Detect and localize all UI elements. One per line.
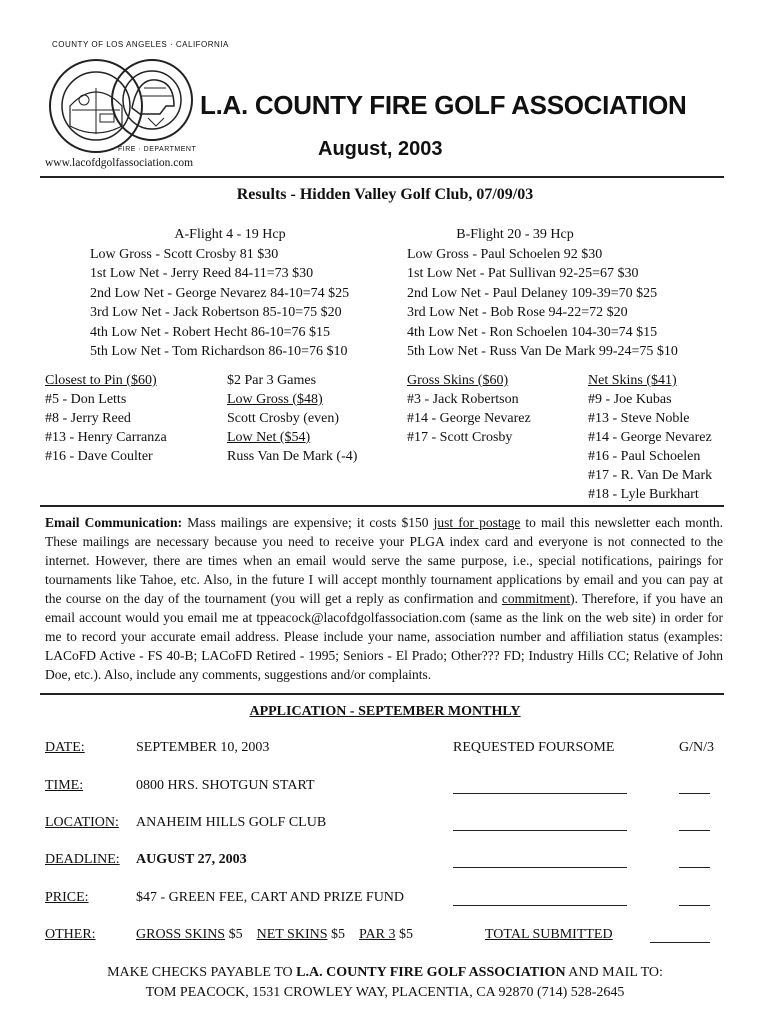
seal-lettering: COUNTY OF LOS ANGELES · CALIFORNIA <box>52 40 229 49</box>
application-title: APPLICATION - SEPTEMBER MONTHLY <box>249 704 521 719</box>
time-value: 0800 HRS. SHOTGUN START <box>136 778 315 793</box>
postage-emphasis: just for postage <box>433 515 521 530</box>
payable-text: MAKE CHECKS PAYABLE TO <box>107 965 297 980</box>
mailing-address: TOM PEACOCK, 1531 CROWLEY WAY, PLACENTIA, CA 92870 (714) 528-2645 <box>145 985 625 1000</box>
list-item: #17 - Scott Crosby <box>407 430 513 445</box>
mailing-instructions <box>0 963 770 1003</box>
results-title: Results - Hidden Valley Golf Club, 07/09/03 <box>236 186 534 203</box>
email-text: ). Therefore, if you have an email account would you email me at tppeacock@lacofdgolfassociation.com (same as the link on the web site) in order for me to record your accurate email address. Please include your name, association number and affiliation status (examples: LACoFD Active - FS 40-B; LACoFD Retired - 1995; Seniors - El Prado; Other??? FD; Industry Hills CC; Relative of John Doe, etc.). Also, include any comments, suggestions and/or complaints. <box>45 591 723 682</box>
gross-skins <box>407 371 531 447</box>
par3-games <box>227 371 357 466</box>
list-item: #14 - George Nevarez <box>407 411 531 426</box>
list-item: Low Gross - Paul Schoelen 92 $30 <box>407 246 603 262</box>
list-item: #17 - R. Van De Mark <box>588 468 713 483</box>
gn3-field-2[interactable] <box>679 830 710 831</box>
closest-heading: Closest to Pin ($60) <box>45 373 157 388</box>
foursome-name-field-3[interactable] <box>453 867 627 868</box>
list-item: #3 - Jack Robertson <box>407 392 519 407</box>
results-divider <box>40 505 724 507</box>
net-skins-amount: $5 <box>327 927 346 942</box>
email-divider <box>40 693 724 695</box>
gross-skins-option[interactable]: GROSS SKINS <box>136 927 226 942</box>
email-text: Mass mailings are expensive; it costs $150 <box>182 515 434 530</box>
association-title: L.A. COUNTY FIRE GOLF ASSOCIATION <box>200 90 687 120</box>
gn3-field-1[interactable] <box>679 793 710 794</box>
list-item: Scott Crosby (even) <box>227 411 339 426</box>
email-communication-paragraph <box>45 513 723 684</box>
deadline-label: DEADLINE: <box>45 852 120 867</box>
a-flight-results <box>90 225 370 362</box>
list-item: 3rd Low Net - Jack Robertson 85-10=75 $20 <box>90 305 342 320</box>
date-label: DATE: <box>45 740 85 755</box>
list-item: #13 - Steve Noble <box>588 411 690 426</box>
foursome-name-field-1[interactable] <box>453 793 627 794</box>
list-item: 5th Low Net - Russ Van De Mark 99-24=75 $10 <box>407 344 678 359</box>
location-value: ANAHEIM HILLS GOLF CLUB <box>136 815 327 830</box>
list-item: 1st Low Net - Pat Sullivan 92-25=67 $30 <box>407 266 639 281</box>
net-skins <box>588 371 712 504</box>
deadline-value: AUGUST 27, 2003 <box>136 852 247 867</box>
list-item: #13 - Henry Carranza <box>45 430 167 445</box>
list-item: 2nd Low Net - George Nevarez 84-10=74 $25 <box>90 285 350 301</box>
list-item: #16 - Dave Coulter <box>45 449 153 464</box>
list-item: 1st Low Net - Jerry Reed 84-11=73 $30 <box>90 266 314 281</box>
list-item: #5 - Don Letts <box>45 392 127 407</box>
list-item: 4th Low Net - Robert Hecht 86-10=76 $15 <box>90 324 331 340</box>
time-label: TIME: <box>45 778 84 793</box>
par3-heading: $2 Par 3 Games <box>227 373 317 388</box>
par3-amount: $5 <box>395 927 413 942</box>
header-divider <box>40 176 724 178</box>
list-item: #9 - Joe Kubas <box>588 392 672 407</box>
price-label: PRICE: <box>45 890 89 905</box>
closest-to-pin <box>45 371 167 466</box>
fire-seal-lettering: FIRE · DEPARTMENT <box>118 146 197 153</box>
list-item: #8 - Jerry Reed <box>45 411 131 426</box>
net-skins-heading: Net Skins ($41) <box>588 373 677 388</box>
payee-name: L.A. COUNTY FIRE GOLF ASSOCIATION <box>296 965 566 980</box>
par3-net-heading: Low Net ($54) <box>227 430 311 445</box>
location-label: LOCATION: <box>45 815 119 830</box>
total-submitted-field[interactable] <box>650 942 710 943</box>
newsletter-month: August, 2003 <box>318 138 443 160</box>
list-item: #14 - George Nevarez <box>588 430 712 445</box>
par3-option[interactable]: PAR 3 <box>359 927 396 942</box>
foursome-name-field-2[interactable] <box>453 830 627 831</box>
commitment-emphasis: commitment <box>501 591 571 606</box>
list-item: 2nd Low Net - Paul Delaney 109-39=70 $25 <box>407 285 658 301</box>
gn3-label: G/N/3 <box>679 740 714 755</box>
email-text: to mail this newsletter each month. These mailings are necessary because you need to receive your PLGA index card and everyone is not connected to the internet. However, there are times when an email would serve the same purpose, i.e., special notifications, pairings for tournaments like Tahoe, etc. Also, in the future I will accept monthly tournament applications by email and you can pay at the course on the day of the tournament (you will get a reply as confirmation and <box>45 515 723 606</box>
total-submitted-label: TOTAL SUBMITTED <box>485 927 613 942</box>
gross-skins-heading: Gross Skins ($60) <box>407 373 509 388</box>
b-flight-results <box>407 225 678 362</box>
list-item: 3rd Low Net - Bob Rose 94-22=72 $20 <box>407 305 628 320</box>
b-flight-heading: B-Flight 20 - 39 Hcp <box>456 227 574 242</box>
list-item: #18 - Lyle Burkhart <box>588 487 699 502</box>
email-label: Email Communication: <box>45 515 183 530</box>
website-url[interactable]: www.lacofdgolfassociation.com <box>45 157 194 169</box>
price-value: $47 - GREEN FEE, CART AND PRIZE FUND <box>136 890 405 905</box>
foursome-name-field-4[interactable] <box>453 905 627 906</box>
other-label: OTHER: <box>45 927 96 942</box>
payable-text: AND MAIL TO: <box>565 965 663 980</box>
gn3-field-3[interactable] <box>679 867 710 868</box>
date-value: SEPTEMBER 10, 2003 <box>136 740 270 755</box>
other-options <box>136 927 413 943</box>
county-seal-logo <box>48 48 198 156</box>
list-item: #16 - Paul Schoelen <box>588 449 701 464</box>
gross-skins-amount: $5 <box>225 927 243 942</box>
a-flight-heading: A-Flight 4 - 19 Hcp <box>174 227 286 242</box>
list-item: Low Gross - Scott Crosby 81 $30 <box>90 246 279 262</box>
list-item: 4th Low Net - Ron Schoelen 104-30=74 $15 <box>407 324 658 340</box>
list-item: Russ Van De Mark (-4) <box>227 449 358 464</box>
list-item: 5th Low Net - Tom Richardson 86-10=76 $10 <box>90 344 348 359</box>
par3-gross-heading: Low Gross ($48) <box>227 392 323 407</box>
gn3-field-4[interactable] <box>679 905 710 906</box>
payable-line <box>0 963 770 983</box>
requested-foursome-label: REQUESTED FOURSOME <box>453 740 615 755</box>
net-skins-option[interactable]: NET SKINS <box>256 927 328 942</box>
